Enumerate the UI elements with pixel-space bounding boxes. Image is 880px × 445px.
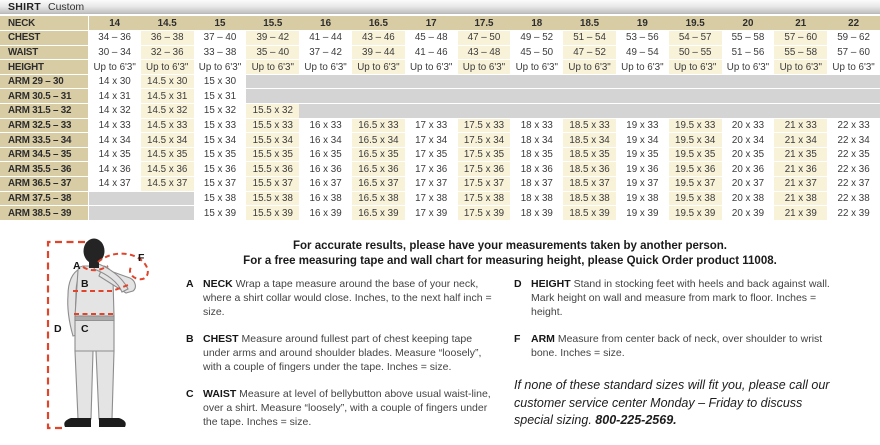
size-cell: 16 x 39: [299, 206, 352, 221]
size-cell: 19 x 36: [616, 162, 669, 177]
size-cell: 17 x 35: [405, 147, 458, 162]
size-cell-empty: [246, 89, 299, 104]
size-cell: 18 x 37: [510, 177, 563, 192]
size-cell: 18.5 x 37: [563, 177, 616, 192]
size-cell: 16 x 37: [299, 177, 352, 192]
size-row: [0, 147, 880, 162]
size-cell: 15.5 x 39: [246, 206, 299, 221]
row-label: ARM 38.5 – 39: [0, 206, 88, 221]
size-cell: 20 x 35: [722, 147, 775, 162]
size-cell: 57 – 60: [827, 45, 880, 60]
size-cell: 15 x 32: [194, 104, 247, 119]
size-cell: 14.5 x 33: [141, 118, 194, 133]
size-cell-empty: [88, 191, 141, 206]
size-cell-empty: [774, 74, 827, 89]
row-label: ARM 34.5 – 35: [0, 147, 88, 162]
size-cell: 19.5 x 36: [669, 162, 722, 177]
size-cell: 51 – 56: [722, 45, 775, 60]
size-cell: 22 x 33: [827, 118, 880, 133]
label-f-arm: F: [138, 252, 145, 264]
size-cell-empty: [722, 89, 775, 104]
size-cell: 17.5 x 36: [458, 162, 511, 177]
size-cell-empty: [405, 74, 458, 89]
size-cell: 20 x 37: [722, 177, 775, 192]
size-cell: 16.5 x 35: [352, 147, 405, 162]
size-cell: 55 – 58: [774, 45, 827, 60]
size-cell: 19.5 x 38: [669, 191, 722, 206]
definition-letter: C: [186, 388, 194, 400]
size-cell-empty: [563, 74, 616, 89]
size-cell: 18 x 35: [510, 147, 563, 162]
definition-term: ARM: [531, 333, 555, 345]
size-cell: 39 – 44: [352, 45, 405, 60]
size-cell-empty: [88, 206, 141, 221]
size-cell: 21 x 37: [774, 177, 827, 192]
size-cell: 16 x 38: [299, 191, 352, 206]
size-cell: 59 – 62: [827, 31, 880, 46]
size-cell: Up to 6'3": [669, 60, 722, 75]
neck-size-header: 18.5: [563, 16, 616, 31]
size-cell: Up to 6'3": [774, 60, 827, 75]
size-cell: 36 – 38: [141, 31, 194, 46]
size-cell-empty: [722, 104, 775, 119]
size-cell-empty: [669, 104, 722, 119]
size-cell-empty: [774, 104, 827, 119]
size-cell: 14.5 x 36: [141, 162, 194, 177]
size-cell: 22 x 39: [827, 206, 880, 221]
neck-size-header: 19.5: [669, 16, 722, 31]
size-cell: 22 x 36: [827, 162, 880, 177]
size-row: [0, 162, 880, 177]
definitions-left: [186, 277, 498, 442]
size-cell: 21 x 39: [774, 206, 827, 221]
neck-size-header: 20: [722, 16, 775, 31]
size-cell-empty: [774, 89, 827, 104]
row-label: ARM 33.5 – 34: [0, 133, 88, 148]
size-cell-empty: [827, 104, 880, 119]
special-sizing-note-text: If none of these standard sizes will fit you, please call our customer service center Monday – Friday to discuss special sizing.: [514, 378, 830, 427]
size-cell: 19.5 x 34: [669, 133, 722, 148]
size-cell-empty: [352, 89, 405, 104]
size-cell: 15 x 37: [194, 177, 247, 192]
size-cell: 14 x 36: [88, 162, 141, 177]
size-cell: 19.5 x 33: [669, 118, 722, 133]
size-cell: 21 x 36: [774, 162, 827, 177]
size-row: [0, 45, 880, 60]
size-cell: Up to 6'3": [458, 60, 511, 75]
size-cell: 14.5 x 31: [141, 89, 194, 104]
size-cell-empty: [299, 74, 352, 89]
size-cell: 15 x 35: [194, 147, 247, 162]
definition-letter: F: [514, 333, 521, 345]
size-row: [0, 191, 880, 206]
size-cell-empty: [827, 89, 880, 104]
size-cell: 20 x 39: [722, 206, 775, 221]
measurement-figure: [42, 238, 190, 443]
size-cell: 47 – 50: [458, 31, 511, 46]
size-cell: Up to 6'3": [299, 60, 352, 75]
size-cell: 19 x 35: [616, 147, 669, 162]
size-cell: 17 x 36: [405, 162, 458, 177]
size-table-body: [0, 31, 880, 221]
size-cell: Up to 6'3": [722, 60, 775, 75]
size-cell: 15.5 x 37: [246, 177, 299, 192]
size-cell: 43 – 46: [352, 31, 405, 46]
row-label: ARM 37.5 – 38: [0, 191, 88, 206]
chart-title-bar: [0, 0, 880, 15]
size-cell: 17.5 x 33: [458, 118, 511, 133]
size-cell-empty: [299, 89, 352, 104]
size-cell: 17.5 x 38: [458, 191, 511, 206]
size-cell: Up to 6'3": [827, 60, 880, 75]
size-cell-empty: [510, 104, 563, 119]
size-cell: 37 – 40: [194, 31, 247, 46]
size-cell: 14.5 x 37: [141, 177, 194, 192]
definition-neck: [186, 277, 498, 319]
size-cell: 22 x 38: [827, 191, 880, 206]
size-cell: 15.5 x 32: [246, 104, 299, 119]
size-cell-empty: [352, 104, 405, 119]
size-cell: 20 x 36: [722, 162, 775, 177]
size-cell: 16.5 x 36: [352, 162, 405, 177]
intro-line-1: For accurate results, please have your measurements taken by another person.: [293, 240, 727, 252]
row-label: ARM 30.5 – 31: [0, 89, 88, 104]
size-cell: 18.5 x 38: [563, 191, 616, 206]
label-a-neck: A: [73, 260, 81, 272]
size-cell: 18 x 34: [510, 133, 563, 148]
size-cell: Up to 6'3": [352, 60, 405, 75]
size-cell-empty: [299, 104, 352, 119]
size-cell: 14.5 x 34: [141, 133, 194, 148]
size-cell: 15.5 x 34: [246, 133, 299, 148]
label-d-height: D: [54, 323, 62, 335]
size-cell: 21 x 38: [774, 191, 827, 206]
size-row: [0, 206, 880, 221]
size-cell: 14.5 x 35: [141, 147, 194, 162]
definition-text: HEIGHT Stand in stocking feet with heels and back against wall. Mark height on wall and measure from mark to floor. Inches = height.: [531, 278, 830, 318]
size-cell: 50 – 55: [669, 45, 722, 60]
size-cell: 57 – 60: [774, 31, 827, 46]
size-cell: 16 x 33: [299, 118, 352, 133]
size-cell: 19 x 39: [616, 206, 669, 221]
size-cell: 16.5 x 37: [352, 177, 405, 192]
definition-waist: [186, 387, 498, 429]
size-row: [0, 89, 880, 104]
size-cell: 14 x 35: [88, 147, 141, 162]
size-row: [0, 31, 880, 46]
size-cell: 14 x 31: [88, 89, 141, 104]
definition-term: CHEST: [203, 333, 239, 345]
definition-term: HEIGHT: [531, 278, 571, 290]
size-cell: 17 x 39: [405, 206, 458, 221]
definition-term: NECK: [203, 278, 233, 290]
size-cell: 15 x 33: [194, 118, 247, 133]
definition-arm: [514, 332, 836, 360]
size-cell: 17 x 34: [405, 133, 458, 148]
size-cell-empty: [458, 104, 511, 119]
row-label: CHEST: [0, 31, 88, 46]
size-cell: 19 x 33: [616, 118, 669, 133]
size-cell: 14 x 37: [88, 177, 141, 192]
neck-size-header: 15: [194, 16, 247, 31]
size-cell-empty: [405, 89, 458, 104]
neck-size-header: 16: [299, 16, 352, 31]
size-cell: 14 x 33: [88, 118, 141, 133]
row-label: ARM 36.5 – 37: [0, 177, 88, 192]
size-cell: 15.5 x 33: [246, 118, 299, 133]
size-cell: 15 x 34: [194, 133, 247, 148]
size-cell: Up to 6'3": [405, 60, 458, 75]
size-cell-empty: [510, 74, 563, 89]
size-cell-empty: [458, 74, 511, 89]
definition-letter: A: [186, 278, 194, 290]
size-cell: 14.5 x 30: [141, 74, 194, 89]
size-cell-empty: [352, 74, 405, 89]
size-cell: 15 x 38: [194, 191, 247, 206]
size-cell: 16.5 x 39: [352, 206, 405, 221]
size-chart-table: [0, 16, 880, 221]
neck-size-header: 22: [827, 16, 880, 31]
size-cell: 17.5 x 37: [458, 177, 511, 192]
definition-letter: B: [186, 333, 194, 345]
size-cell: 16 x 36: [299, 162, 352, 177]
definition-text: WAIST Measure at level of bellybutton above usual waist-line, over a shirt. Measure “loosely”, with a couple of fingers under the tape. Inches = size.: [203, 388, 491, 428]
size-cell-empty: [616, 104, 669, 119]
size-cell: 53 – 56: [616, 31, 669, 46]
neck-size-header: 19: [616, 16, 669, 31]
size-cell: 17.5 x 34: [458, 133, 511, 148]
definition-chest: [186, 332, 498, 374]
size-cell-empty: [669, 89, 722, 104]
definition-text: NECK Wrap a tape measure around the base of your neck, where a shirt collar would close. Inches, to the next half inch = size.: [203, 278, 492, 318]
size-cell: Up to 6'3": [88, 60, 141, 75]
label-c-waist: C: [81, 323, 89, 335]
size-cell-empty: [510, 89, 563, 104]
size-row: [0, 177, 880, 192]
measuring-intro: [185, 239, 835, 269]
size-cell: 17 x 38: [405, 191, 458, 206]
size-cell: 16.5 x 38: [352, 191, 405, 206]
definition-term: WAIST: [203, 388, 237, 400]
definition-text: ARM Measure from center back of neck, over shoulder to wrist bone. Inches = size.: [531, 333, 823, 359]
neck-size-header: 14: [88, 16, 141, 31]
definitions-right: [514, 277, 836, 430]
row-label: ARM 29 – 30: [0, 74, 88, 89]
size-cell-empty: [458, 89, 511, 104]
size-cell-empty: [669, 74, 722, 89]
size-cell: 34 – 36: [88, 31, 141, 46]
shoes: [64, 418, 126, 427]
size-cell-empty: [563, 89, 616, 104]
size-cell: 17 x 33: [405, 118, 458, 133]
size-cell: 18.5 x 36: [563, 162, 616, 177]
size-cell: Up to 6'3": [246, 60, 299, 75]
size-cell: 14 x 30: [88, 74, 141, 89]
size-cell: Up to 6'3": [141, 60, 194, 75]
size-cell: 18 x 33: [510, 118, 563, 133]
definition-text: CHEST Measure around fullest part of chest keeping tape under arms and around shoulder blades. Measure “loosely”, with a couple of fingers under the tape. Inches = size.: [203, 333, 482, 373]
size-cell: 47 – 52: [563, 45, 616, 60]
size-cell-empty: [827, 74, 880, 89]
definition-letter: D: [514, 278, 522, 290]
size-cell: Up to 6'3": [616, 60, 669, 75]
size-cell-empty: [405, 104, 458, 119]
chart-subtitle: Custom: [48, 1, 85, 13]
size-cell: 18.5 x 35: [563, 147, 616, 162]
size-cell: 19 x 34: [616, 133, 669, 148]
size-cell: 15.5 x 35: [246, 147, 299, 162]
size-cell: 43 – 48: [458, 45, 511, 60]
neck-size-header: 17.5: [458, 16, 511, 31]
belt-band: [75, 316, 114, 321]
size-cell: 21 x 35: [774, 147, 827, 162]
size-cell: 41 – 46: [405, 45, 458, 60]
size-cell: Up to 6'3": [563, 60, 616, 75]
neck-size-header: 14.5: [141, 16, 194, 31]
size-cell: 19.5 x 37: [669, 177, 722, 192]
size-cell: 20 x 34: [722, 133, 775, 148]
customer-service-phone: 800-225-2569.: [595, 413, 677, 427]
row-label: ARM 32.5 – 33: [0, 118, 88, 133]
size-cell: 35 – 40: [246, 45, 299, 60]
size-cell: 51 – 54: [563, 31, 616, 46]
size-cell-empty: [616, 74, 669, 89]
size-cell: 15 x 39: [194, 206, 247, 221]
row-label: ARM 31.5 – 32: [0, 104, 88, 119]
size-cell-empty: [616, 89, 669, 104]
size-cell: Up to 6'3": [510, 60, 563, 75]
size-cell: 19.5 x 39: [669, 206, 722, 221]
size-cell: 15.5 x 38: [246, 191, 299, 206]
size-cell: 15 x 36: [194, 162, 247, 177]
neck-size-header: 16.5: [352, 16, 405, 31]
size-cell-empty: [141, 191, 194, 206]
size-cell: 14 x 32: [88, 104, 141, 119]
size-cell: 20 x 33: [722, 118, 775, 133]
size-cell: 54 – 57: [669, 31, 722, 46]
size-cell: Up to 6'3": [194, 60, 247, 75]
size-cell: 18.5 x 33: [563, 118, 616, 133]
size-cell: 18 x 39: [510, 206, 563, 221]
size-cell-empty: [722, 74, 775, 89]
size-cell: 15 x 31: [194, 89, 247, 104]
neck-size-header: 17: [405, 16, 458, 31]
size-cell: 16 x 34: [299, 133, 352, 148]
size-row: [0, 133, 880, 148]
size-cell: 19.5 x 35: [669, 147, 722, 162]
chart-title: SHIRT: [8, 1, 41, 13]
size-cell: 37 – 42: [299, 45, 352, 60]
size-cell: 19 x 38: [616, 191, 669, 206]
intro-line-2: For a free measuring tape and wall chart for measuring height, please Quick Order product 11008.: [243, 255, 777, 267]
row-label: HEIGHT: [0, 60, 88, 75]
neck-header-row: [0, 16, 880, 31]
neck-row-label: NECK: [0, 16, 88, 31]
size-cell: 15 x 30: [194, 74, 247, 89]
head: [84, 239, 105, 269]
size-cell: 14.5 x 32: [141, 104, 194, 119]
size-cell: 17.5 x 35: [458, 147, 511, 162]
size-cell: 20 x 38: [722, 191, 775, 206]
size-cell: 18.5 x 34: [563, 133, 616, 148]
size-cell: 22 x 34: [827, 133, 880, 148]
size-cell: 18 x 38: [510, 191, 563, 206]
size-row: [0, 118, 880, 133]
size-cell-empty: [246, 74, 299, 89]
size-row: [0, 74, 880, 89]
size-cell: 45 – 48: [405, 31, 458, 46]
size-cell: 19 x 37: [616, 177, 669, 192]
size-cell-empty: [563, 104, 616, 119]
size-cell: 18 x 36: [510, 162, 563, 177]
size-cell: 32 – 36: [141, 45, 194, 60]
size-row: [0, 104, 880, 119]
size-cell: 16.5 x 34: [352, 133, 405, 148]
size-cell: 22 x 35: [827, 147, 880, 162]
size-cell: 45 – 50: [510, 45, 563, 60]
size-cell: 17 x 37: [405, 177, 458, 192]
definition-height: [514, 277, 836, 319]
size-cell: 33 – 38: [194, 45, 247, 60]
size-cell: 16.5 x 33: [352, 118, 405, 133]
size-cell: 17.5 x 39: [458, 206, 511, 221]
size-cell: 55 – 58: [722, 31, 775, 46]
neck-size-header: 21: [774, 16, 827, 31]
size-cell: 22 x 37: [827, 177, 880, 192]
row-label: WAIST: [0, 45, 88, 60]
size-cell: 41 – 44: [299, 31, 352, 46]
size-cell-empty: [141, 206, 194, 221]
size-cell: 21 x 34: [774, 133, 827, 148]
size-cell: 16 x 35: [299, 147, 352, 162]
size-cell: 15.5 x 36: [246, 162, 299, 177]
special-sizing-note: [514, 377, 836, 430]
neck-size-header: 15.5: [246, 16, 299, 31]
neck-size-header: 18: [510, 16, 563, 31]
size-cell: 14 x 34: [88, 133, 141, 148]
size-cell: 30 – 34: [88, 45, 141, 60]
label-b-chest: B: [81, 278, 89, 290]
size-cell: 21 x 33: [774, 118, 827, 133]
size-cell: 49 – 52: [510, 31, 563, 46]
size-cell: 18.5 x 39: [563, 206, 616, 221]
size-row: [0, 60, 880, 75]
size-cell: 39 – 42: [246, 31, 299, 46]
row-label: ARM 35.5 – 36: [0, 162, 88, 177]
size-cell: 49 – 54: [616, 45, 669, 60]
